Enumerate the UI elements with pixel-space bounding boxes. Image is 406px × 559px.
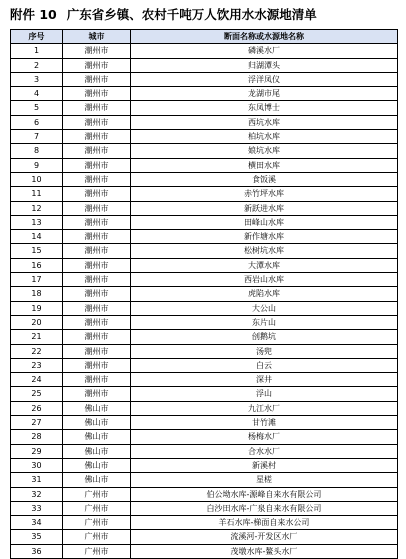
table-body [11, 44, 398, 559]
cell-city: 潮州市 [63, 244, 131, 258]
table-row [11, 58, 398, 72]
title-text: 广东省乡镇、农村千吨万人饮用水水源地清单 [66, 7, 317, 22]
cell-city: 潮州市 [63, 44, 131, 58]
header-index: 序号 [11, 30, 63, 44]
cell-city: 潮州市 [63, 72, 131, 86]
cell-source-name: 羊石水库-梯面自来水公司 [131, 516, 398, 530]
cell-source-name: 赤竹坪水库 [131, 187, 398, 201]
cell-index: 29 [11, 444, 63, 458]
cell-source-name: 大潭水库 [131, 258, 398, 272]
table-header-row [11, 30, 398, 44]
cell-city: 佛山市 [63, 416, 131, 430]
table-row [11, 87, 398, 101]
cell-city: 潮州市 [63, 58, 131, 72]
table-row [11, 201, 398, 215]
table-row [11, 344, 398, 358]
cell-city: 潮州市 [63, 158, 131, 172]
cell-index: 14 [11, 230, 63, 244]
table-row [11, 501, 398, 515]
cell-index: 21 [11, 330, 63, 344]
cell-index: 4 [11, 87, 63, 101]
cell-city: 潮州市 [63, 373, 131, 387]
cell-source-name: 伯公坳水库-源峰自来水有限公司 [131, 487, 398, 501]
cell-city: 潮州市 [63, 344, 131, 358]
table-row [11, 115, 398, 129]
cell-index: 19 [11, 301, 63, 315]
cell-index: 7 [11, 130, 63, 144]
table-row [11, 287, 398, 301]
cell-index: 16 [11, 258, 63, 272]
appendix-number: 附件 10 [10, 7, 57, 22]
table-row [11, 215, 398, 229]
cell-index: 33 [11, 501, 63, 515]
table-row [11, 358, 398, 372]
cell-index: 32 [11, 487, 63, 501]
cell-index: 20 [11, 315, 63, 329]
cell-index: 25 [11, 387, 63, 401]
cell-source-name: 星槎 [131, 473, 398, 487]
cell-index: 22 [11, 344, 63, 358]
cell-city: 潮州市 [63, 258, 131, 272]
cell-index: 30 [11, 458, 63, 472]
cell-source-name: 柏坑水库 [131, 130, 398, 144]
header-city: 城市 [63, 30, 131, 44]
cell-city: 潮州市 [63, 87, 131, 101]
table-row [11, 530, 398, 544]
table-row [11, 373, 398, 387]
cell-city: 潮州市 [63, 144, 131, 158]
cell-source-name: 归湖潭头 [131, 58, 398, 72]
cell-index: 2 [11, 58, 63, 72]
table-row [11, 273, 398, 287]
table-row [11, 544, 398, 558]
cell-city: 潮州市 [63, 130, 131, 144]
cell-city: 佛山市 [63, 473, 131, 487]
cell-index: 35 [11, 530, 63, 544]
document-title [10, 4, 406, 26]
cell-city: 佛山市 [63, 401, 131, 415]
cell-source-name: 食饭溪 [131, 172, 398, 186]
cell-city: 潮州市 [63, 201, 131, 215]
cell-source-name: 磷溪水厂 [131, 44, 398, 58]
cell-index: 27 [11, 416, 63, 430]
cell-city: 广州市 [63, 530, 131, 544]
cell-index: 1 [11, 44, 63, 58]
table-row [11, 101, 398, 115]
cell-index: 12 [11, 201, 63, 215]
cell-source-name: 汤兜 [131, 344, 398, 358]
table-row [11, 244, 398, 258]
table-row [11, 187, 398, 201]
table-row [11, 315, 398, 329]
cell-index: 28 [11, 430, 63, 444]
cell-index: 17 [11, 273, 63, 287]
cell-source-name: 虎陷水库 [131, 287, 398, 301]
cell-source-name: 流溪河-开发区水厂 [131, 530, 398, 544]
cell-city: 潮州市 [63, 230, 131, 244]
table-row [11, 444, 398, 458]
cell-city: 潮州市 [63, 187, 131, 201]
cell-city: 广州市 [63, 501, 131, 515]
cell-source-name: 刣鹅坑 [131, 330, 398, 344]
table-row [11, 416, 398, 430]
cell-city: 潮州市 [63, 301, 131, 315]
cell-source-name: 西坑水库 [131, 115, 398, 129]
cell-source-name: 浮山 [131, 387, 398, 401]
cell-source-name: 白云 [131, 358, 398, 372]
cell-city: 潮州市 [63, 330, 131, 344]
cell-index: 15 [11, 244, 63, 258]
cell-source-name: 浮洋凤仪 [131, 72, 398, 86]
cell-source-name: 合水水厂 [131, 444, 398, 458]
cell-source-name: 田峰山水库 [131, 215, 398, 229]
table-row [11, 144, 398, 158]
cell-source-name: 龙湖市尾 [131, 87, 398, 101]
cell-city: 潮州市 [63, 101, 131, 115]
cell-city: 佛山市 [63, 430, 131, 444]
cell-index: 26 [11, 401, 63, 415]
table-row [11, 387, 398, 401]
cell-index: 24 [11, 373, 63, 387]
cell-index: 11 [11, 187, 63, 201]
cell-source-name: 新跃进水库 [131, 201, 398, 215]
cell-city: 广州市 [63, 516, 131, 530]
cell-source-name: 大公山 [131, 301, 398, 315]
cell-city: 广州市 [63, 487, 131, 501]
cell-city: 潮州市 [63, 358, 131, 372]
cell-source-name: 新溪村 [131, 458, 398, 472]
table-row [11, 130, 398, 144]
cell-city: 潮州市 [63, 287, 131, 301]
cell-source-name: 横田水库 [131, 158, 398, 172]
cell-index: 9 [11, 158, 63, 172]
cell-index: 31 [11, 473, 63, 487]
cell-city: 佛山市 [63, 458, 131, 472]
cell-city: 潮州市 [63, 273, 131, 287]
cell-source-name: 新作塘水库 [131, 230, 398, 244]
table-row [11, 301, 398, 315]
cell-city: 潮州市 [63, 387, 131, 401]
table-row [11, 430, 398, 444]
cell-source-name: 西岩山水库 [131, 273, 398, 287]
cell-source-name: 白沙田水库-广泉自来水有限公司 [131, 501, 398, 515]
cell-index: 34 [11, 516, 63, 530]
cell-index: 18 [11, 287, 63, 301]
header-source-name: 断面名称或水源地名称 [131, 30, 398, 44]
cell-source-name: 深井 [131, 373, 398, 387]
table-row [11, 258, 398, 272]
cell-city: 佛山市 [63, 444, 131, 458]
cell-source-name: 东片山 [131, 315, 398, 329]
table-row [11, 44, 398, 58]
cell-index: 8 [11, 144, 63, 158]
cell-source-name: 娘坑水库 [131, 144, 398, 158]
cell-source-name: 甘竹滩 [131, 416, 398, 430]
cell-index: 23 [11, 358, 63, 372]
table-row [11, 473, 398, 487]
table-row [11, 230, 398, 244]
cell-city: 潮州市 [63, 315, 131, 329]
table-row [11, 172, 398, 186]
cell-source-name: 茂墩水库-鳌头水厂 [131, 544, 398, 558]
cell-city: 潮州市 [63, 215, 131, 229]
water-source-table [10, 29, 398, 559]
table-row [11, 487, 398, 501]
cell-source-name: 松树坑水库 [131, 244, 398, 258]
table-row [11, 401, 398, 415]
cell-source-name: 九江水厂 [131, 401, 398, 415]
table-row [11, 330, 398, 344]
cell-index: 6 [11, 115, 63, 129]
cell-index: 13 [11, 215, 63, 229]
cell-source-name: 杨梅水厂 [131, 430, 398, 444]
cell-source-name: 东凤博士 [131, 101, 398, 115]
cell-index: 5 [11, 101, 63, 115]
cell-index: 3 [11, 72, 63, 86]
cell-index: 10 [11, 172, 63, 186]
cell-city: 广州市 [63, 544, 131, 558]
table-row [11, 72, 398, 86]
table-row [11, 516, 398, 530]
table-row [11, 158, 398, 172]
cell-city: 潮州市 [63, 172, 131, 186]
cell-city: 潮州市 [63, 115, 131, 129]
table-row [11, 458, 398, 472]
cell-index: 36 [11, 544, 63, 558]
